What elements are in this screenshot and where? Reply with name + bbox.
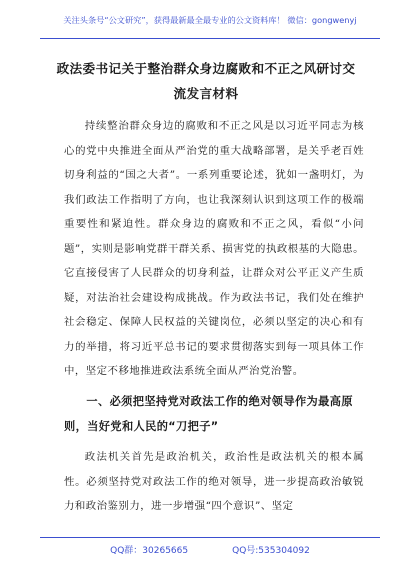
section-heading: 一、必须把坚持党对政法工作的绝对领导作为最高原则，当好党和人民的“刀把子”	[64, 395, 353, 433]
section-body	[64, 445, 364, 519]
section-paragraph: 政法机关首先是政治机关，政治性是政法机关的根本属性。必须坚持党对政法工作的绝对领导，进一步提高政治敏锐力和政治鉴别力，进一步增强“四个意识”、坚定	[64, 451, 364, 512]
body-paragraph: 持续整治群众身边的腐败和不正之风是以习近平同志为核心的党中央推进全面从严治党的重大战略部署，是关乎老百姓切身利益的“国之大者”。一系列重要论述，犹如一盏明灯，为我们政法工作指明了方向，也让我深刻认识到这项工作的极端重要性和紧迫性。群众身边的腐败和不正之风，看似“小问题”，实则是影响党群干群关系、损害党的执政根基的大隐患。它直接侵害了人民群众的切身利益，让群众对公平正义产生质疑，对法治社会建设构成挑战。作为政法书记，我们处在维护社会稳定、保障人民权益的关键岗位，必须以坚定的决心和有力的举措，将习近平总书记的要求贯彻落实到每一项具体工作中，坚定不移地推进政法系统全面从严治党治警。	[64, 120, 364, 377]
footer-qq-group: QQ群：30265665	[110, 545, 189, 556]
header-notice: 关注头条号“公文研究”，获得最新最全最专业的公文资料库！ 微信：gongwenyj	[63, 15, 357, 25]
document-body	[64, 114, 364, 384]
header-banner	[40, 14, 380, 39]
footer-banner	[40, 537, 380, 560]
document-title: 政法委书记关于整治群众身边腐败和不正之风研讨交流发言材料	[56, 61, 356, 101]
footer-qq-number: QQ号:535304092	[232, 545, 310, 556]
